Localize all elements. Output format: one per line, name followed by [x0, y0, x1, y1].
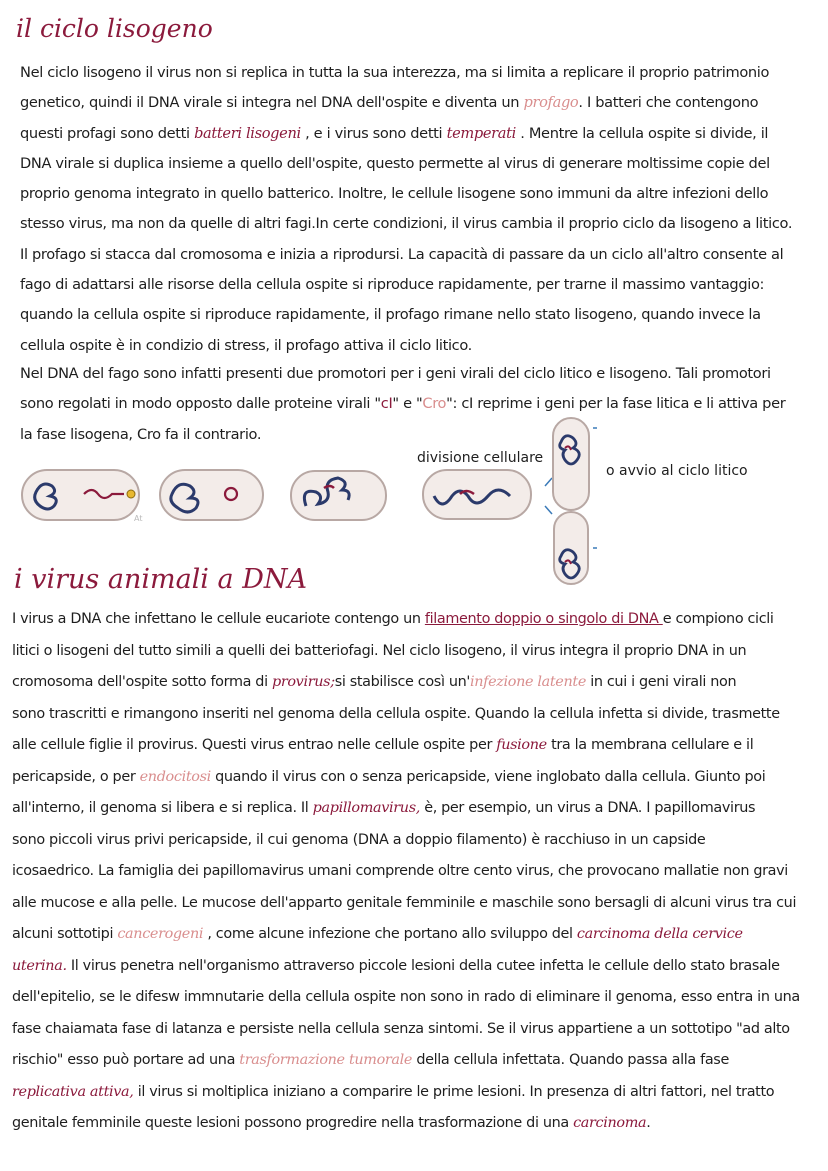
bacterial-cell-dividing: [423, 470, 531, 519]
text-line: stesso virus, ma non da quelle di altri fagi.In certe condizioni, il virus cambia il proprio ciclo da lisogeno a litico.: [20, 215, 793, 233]
term-temperati: temperati: [446, 124, 516, 142]
paragraph-animal-dna-viruses: [12, 604, 800, 1140]
text-line: cromosoma dell'ospite sotto forma di provirus;si stabilisce così un'infezione latente in cui i geni virali non: [12, 674, 737, 690]
daughter-cell-bottom: [554, 512, 588, 584]
text-line: alle cellule figlie il provirus. Questi virus entrao nelle cellule ospite per fusione tra la membrana cellulare e il: [12, 737, 754, 753]
text-line: sono piccoli virus privi pericapside, il cui genoma (DNA a doppio filamento) è racchiuso in un capside: [12, 831, 706, 848]
text-line: litici o lisogeni del tutto simili a quelli dei batteriofagi. Nel ciclo lisogeno, il virus integra il proprio DNA in un: [12, 642, 747, 659]
daughter-cell-top: [553, 418, 589, 510]
term-carcinoma-cervice: carcinoma della cervice: [576, 926, 743, 942]
text-line: quando la cellula ospite si riproduce rapidamente, il profago rimane nello stato lisogeno, quando invece la: [20, 306, 761, 324]
text-line: sono trascritti e rimangono inseriti nel genoma della cellula ospite. Quando la cellula infetta si divide, trasmette: [12, 705, 780, 722]
text-line: cellula ospite è in condizio di stress, il profago attiva il ciclo litico.: [20, 336, 472, 354]
section-title-lysogenic: il ciclo lisogeno: [16, 14, 213, 43]
term-batteri-lisogeni: batteri lisogeni: [194, 124, 301, 142]
text-line: DNA virale si duplica insieme a quello dell'ospite, questo permette al virus di generare moltissime copie del: [20, 154, 770, 172]
term-profago: profago: [523, 94, 579, 112]
arrow-up: [545, 478, 552, 486]
term-cancerogeni: cancerogeni: [117, 926, 204, 942]
term-papillomavirus: papillomavirus,: [312, 800, 420, 816]
label-lytic-start: o avvio al ciclo litico: [606, 463, 748, 479]
text-line: sono regolati in modo opposto dalle proteine virali "cI" e "Cro": cI reprime i geni per la fase litica e li attiva per: [20, 395, 786, 413]
term-endocitosi: endocitosi: [139, 768, 211, 785]
term-trasformazione-tumorale: trasformazione tumorale: [239, 1052, 413, 1068]
text-line: I virus a DNA che infettano le cellule eucariote contengo un filamento doppio o singolo di DNA e compiono cicli: [12, 611, 774, 627]
bacterial-cell-integrated-dna: [291, 471, 386, 520]
text-line: alle mucose e alla pelle. Le mucose dell'apparto genitale femminile e maschile sono bersagli di alcuni virus tra cui: [12, 894, 797, 911]
text-line: all'interno, il genoma si libera e si replica. Il papillomavirus, è, per esempio, un virus a DNA. I papillomavirus: [12, 800, 756, 816]
text-line: replicativa attiva, il virus si moltiplica iniziano a comparire le prime lesioni. In presenza di altri fattori, nel tratto: [12, 1083, 775, 1100]
text-line: fago di adattarsi alle risorse della cellula ospite si riproduce rapidamente, per trarne il massimo vantaggio:: [20, 276, 765, 294]
text-line: Il profago si stacca dal cromosoma e inizia a riprodursi. La capacità di passare da un ciclo all'altro consente al: [20, 245, 784, 263]
text-line: proprio genoma integrato in quello batterico. Inoltre, le cellule lisogene sono immuni da altre infezioni dello: [20, 185, 769, 203]
label-cell-division: divisione cellulare: [417, 450, 544, 466]
arrow-down: [545, 506, 552, 514]
text-line: genitale femminile queste lesioni possono progredire nella trasformazione di una carcinoma.: [12, 1115, 651, 1131]
section-title-animal-viruses: i virus animali a DNA: [14, 564, 307, 595]
bacterial-cell-infection: [22, 470, 142, 523]
text-line: la fase lisogena, Cro fa il contrario.: [20, 425, 262, 443]
term-replicativa-attiva: replicativa attiva,: [12, 1083, 134, 1100]
term-ci: cI: [380, 395, 393, 413]
text-line: dell'epitelio, se le difesw immnutarie della cellula ospite non sono in rado di eliminare il genoma, esso entra in una: [12, 989, 800, 1005]
term-provirus: provirus;: [271, 674, 335, 690]
text-line: alcuni sottotipi cancerogeni , come alcune infezione che portano allo sviluppo del carcinoma della cervice: [12, 926, 743, 942]
term-filamento: filamento doppio o singolo di DNA: [424, 611, 663, 627]
term-uterina: uterina.: [12, 957, 67, 974]
text-line: Nel ciclo lisogeno il virus non si replica in tutta la sua interezza, ma si limita a replicare il proprio patrimonio: [20, 64, 770, 81]
term-infezione-latente: infezione latente: [469, 674, 586, 690]
bacterial-cell-circular-dna: [160, 470, 263, 520]
text-line: icosaedrico. La famiglia dei papillomavirus umani comprende oltre cento virus, che provocano mallatie non gravi: [12, 863, 788, 879]
text-line: fase chaiamata fase di latanza e persiste nella cellula senza sintomi. Se il virus appartiene a un sottotipo "ad alto: [12, 1020, 790, 1037]
term-carcinoma: carcinoma: [573, 1115, 647, 1131]
text-line: Nel DNA del fago sono infatti presenti due promotori per i geni virali del ciclo litico e lisogeno. Tali promotori: [20, 365, 771, 382]
text-line: uterina. Il virus penetra nell'organismo attraverso piccole lesioni della cutee infetta le cellule dello stato brasale: [12, 957, 780, 974]
label-at: At: [134, 514, 143, 523]
text-line: genetico, quindi il DNA virale si integra nel DNA dell'ospite e diventa un profago. I batteri che contengono: [20, 94, 759, 112]
text-line: questi profagi sono detti batteri lisogeni , e i virus sono detti temperati . Mentre la cellula ospite si divide, il: [20, 124, 769, 142]
text-line: pericapside, o per endocitosi quando il virus con o senza pericapside, viene inglobato dalla cellula. Giunto poi: [12, 768, 766, 785]
text-line: rischio" esso può portare ad una trasformazione tumorale della cellula infettata. Quando passa alla fase: [12, 1052, 729, 1068]
term-fusione: fusione: [496, 737, 547, 753]
term-cro: Cro: [422, 395, 447, 413]
